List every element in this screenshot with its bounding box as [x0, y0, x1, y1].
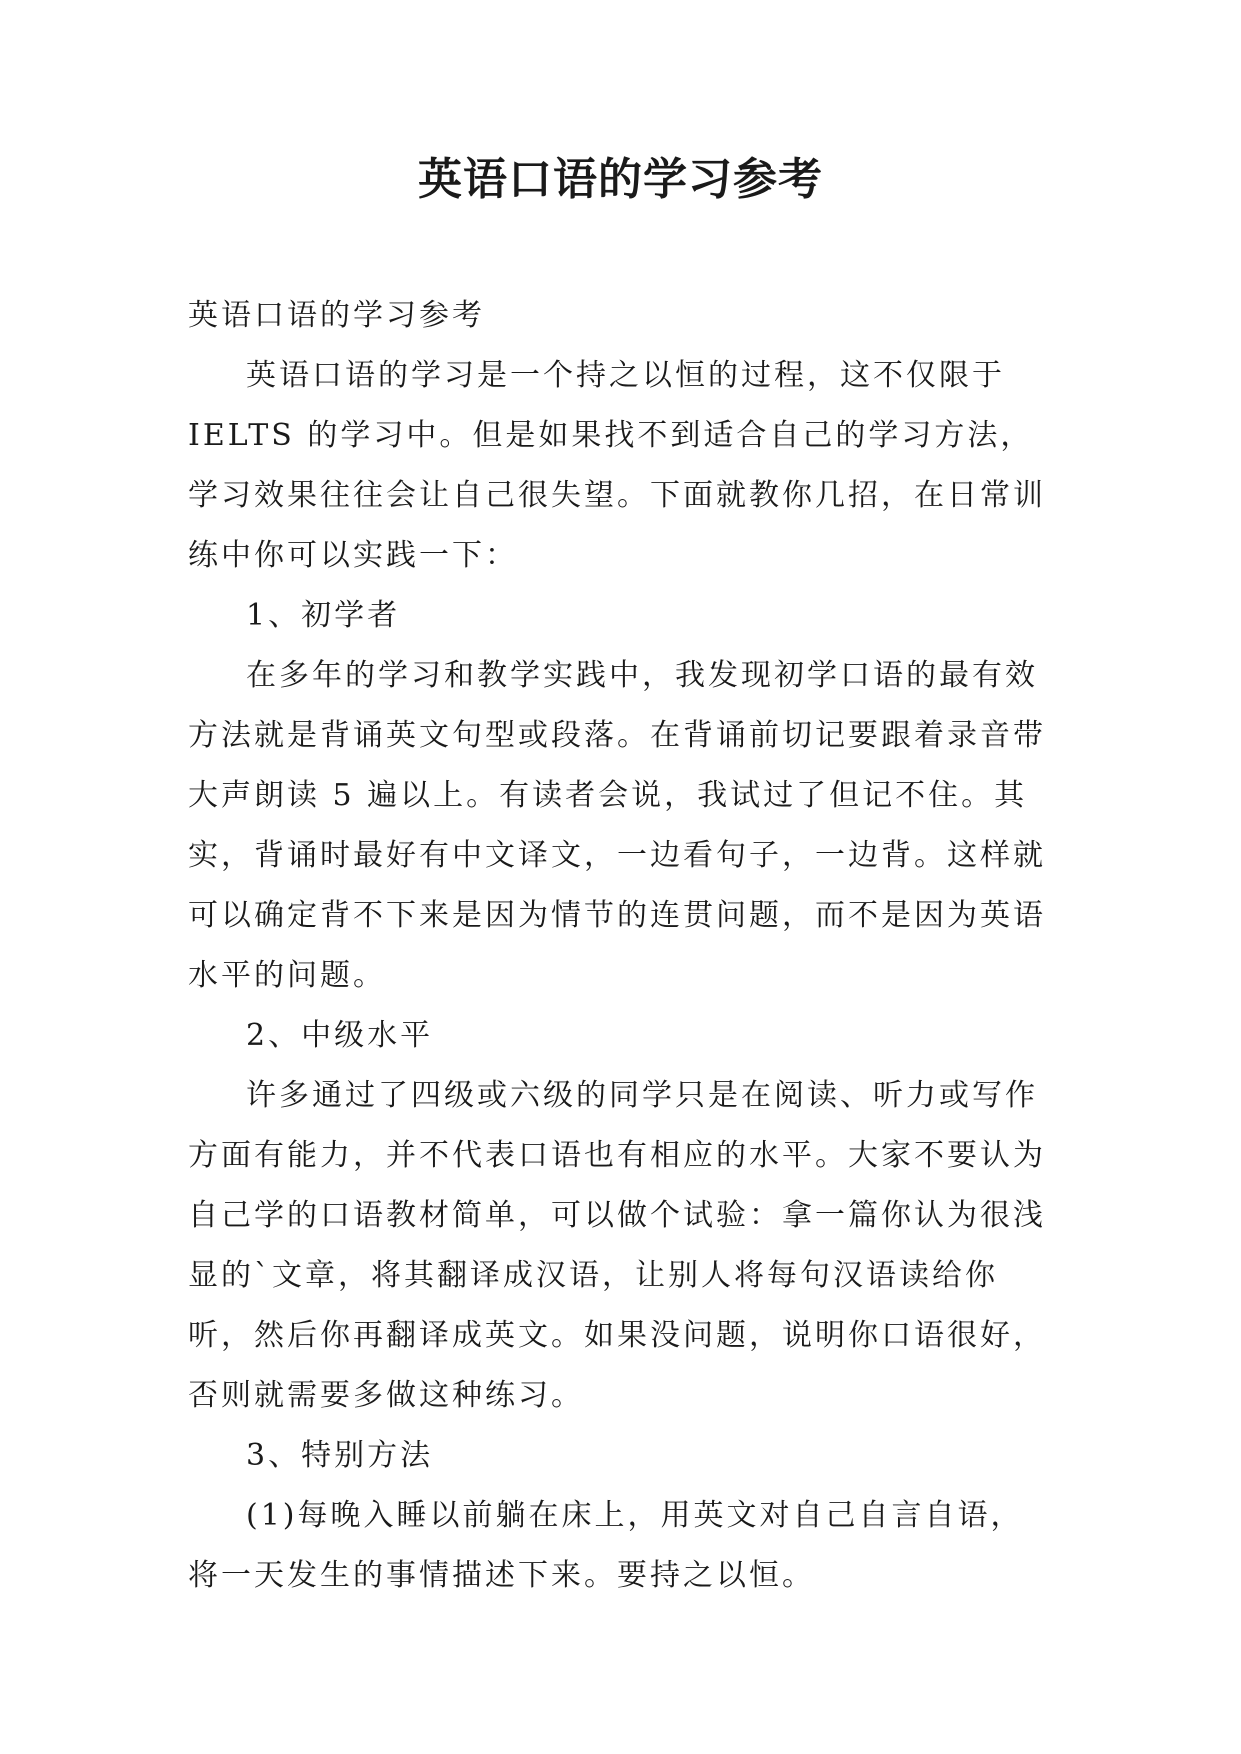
section-heading-beginner: 1、初学者 — [246, 598, 401, 633]
paragraph-intermediate: 许多通过了四级或六级的同学只是在阅读、听力或写作方面有能力，并不代表口语也有相应的水平。大家不要认为自己学的口语教材简单，可以做个试验：拿一篇你认为很浅显的`文章，将其翻译成汉语，让别人将每句汉语读给你听，然后你再翻译成英文。如果没问题，说明你口语很好，否则就需要多做这种练习。 — [188, 1078, 1046, 1413]
paragraph-beginner: 在多年的学习和教学实践中，我发现初学口语的最有效方法就是背诵英文句型或段落。在背诵前切记要跟着录音带大声朗读 5 遍以上。有读者会说，我试过了但记不住。其实，背诵时最好有中文译文，一边看句子，一边背。这样就可以确定背不下来是因为情节的连贯问题，而不是因为英语水平的问题。 — [188, 658, 1046, 993]
paragraph-special-method-1: (1)每晚入睡以前躺在床上，用英文对自己自言自语，将一天发生的事情描述下来。要持之以恒。 — [188, 1498, 1024, 1593]
document-title: 英语口语的学习参考 — [418, 154, 823, 205]
section-heading-special-methods: 3、特别方法 — [246, 1438, 434, 1473]
document-body — [188, 286, 1056, 1606]
paragraph-intro: 英语口语的学习是一个持之以恒的过程，这不仅限于IELTS 的学习中。但是如果找不到适合自己的学习方法，学习效果往往会让自己很失望。下面就教你几招，在日常训练中你可以实践一下： — [188, 358, 1046, 573]
section-heading-intermediate: 2、中级水平 — [246, 1018, 434, 1053]
document-subtitle: 英语口语的学习参考 — [188, 298, 485, 333]
